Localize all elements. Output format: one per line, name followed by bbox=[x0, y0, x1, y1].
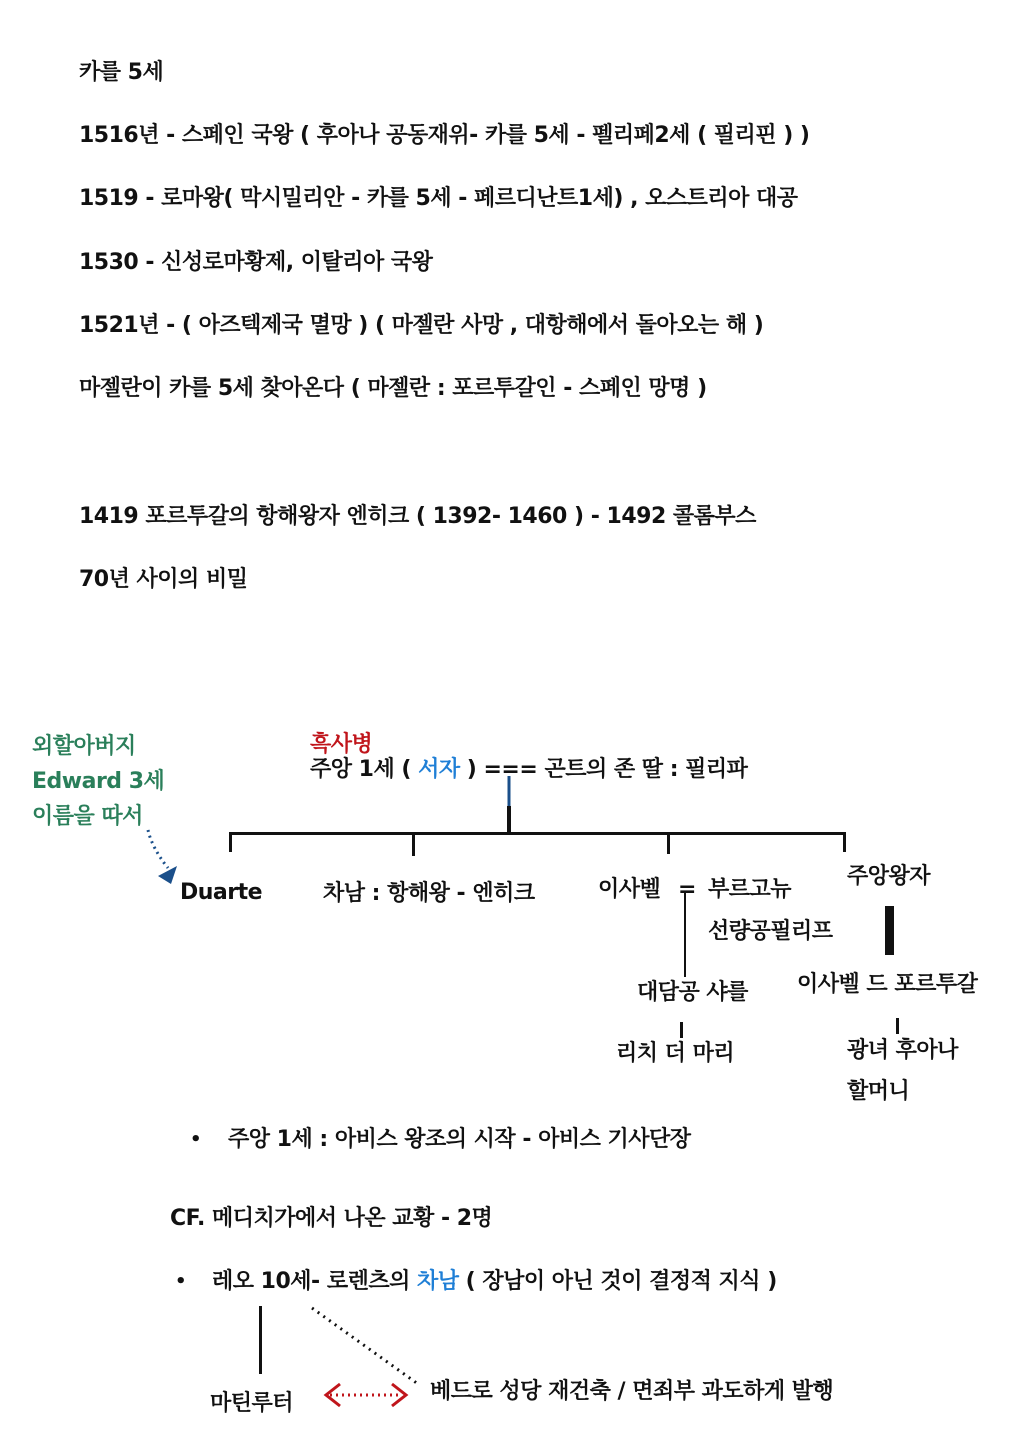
child-henrique: 차남 : 항해왕 - 엔히크 bbox=[323, 881, 535, 906]
note-line-1: 카를 5세 bbox=[79, 60, 164, 85]
item2-part-2: ( 장남이 아닌 것이 결정적 지식 ) bbox=[458, 1269, 777, 1294]
double-arrow-right-head bbox=[392, 1384, 406, 1406]
note-line-8: 70년 사이의 비밀 bbox=[79, 567, 248, 592]
great-grandchild-mary: 리치 더 마리 bbox=[616, 1041, 735, 1066]
root-part-1: 주앙 1세 ( bbox=[310, 757, 419, 782]
leo-to-peter-dotted-line bbox=[312, 1308, 418, 1384]
great-grandchild-joanna-line-1: 광녀 후아나 bbox=[847, 1038, 958, 1063]
cf-line: CF. 메디치가에서 나온 교황 - 2명 bbox=[170, 1206, 493, 1231]
annotation-line-2: Edward 3세 bbox=[32, 769, 165, 794]
note-line-7: 1419 포르투갈의 항해왕자 엔히크 ( 1392- 1460 ) - 1492 콜롬부스 bbox=[79, 504, 756, 529]
bullet-symbol-2: • bbox=[175, 1271, 187, 1292]
black-plague-label: 흑사병 bbox=[310, 732, 373, 757]
annotation-line-1: 외할아버지 bbox=[32, 734, 136, 759]
child-duarte: Duarte bbox=[180, 880, 263, 905]
note-line-2: 1516년 - 스페인 국왕 ( 후아나 공동재위- 카를 5세 - 펠리페2세 ( 필리핀 ) ) bbox=[79, 123, 810, 148]
grandchild-isabel-of-portugal: 이사벨 드 포르투갈 bbox=[797, 972, 978, 997]
spouse-burgundy-line-1: 부르고뉴 bbox=[708, 877, 792, 902]
martin-luther-label: 마틴루터 bbox=[210, 1391, 294, 1416]
item2-part-1: 레오 10세- 로렌츠의 bbox=[212, 1269, 417, 1294]
second-son-label: 차남 bbox=[417, 1269, 459, 1294]
spouse-burgundy-line-2: 선량공필리프 bbox=[708, 919, 833, 944]
root-concubine-label: 서자 bbox=[418, 757, 460, 782]
note-line-5: 1521년 - ( 아즈텍제국 멸망 ) ( 마젤란 사망 , 대항해에서 돌아오는 해 ) bbox=[79, 313, 764, 338]
great-grandchild-joanna-line-2: 할머니 bbox=[847, 1079, 910, 1104]
root-part-2: ) === 곤트의 존 딸 : 필리파 bbox=[459, 757, 748, 782]
annotation-arrow-line bbox=[148, 830, 168, 868]
note-line-6: 마젤란이 카를 5세 찾아온다 ( 마젤란 : 포르투갈인 - 스페인 망명 ) bbox=[79, 376, 707, 401]
child-prince-joao: 주앙왕자 bbox=[847, 864, 931, 889]
annotation-arrow-head bbox=[158, 866, 177, 884]
grandchild-charles-the-bold: 대담공 샤를 bbox=[637, 980, 748, 1005]
child-isabel: 이사벨 bbox=[598, 877, 661, 902]
marriage-equals-sign: = bbox=[678, 877, 696, 902]
peter-basilica-label: 베드로 성당 재건축 / 면죄부 과도하게 발행 bbox=[430, 1379, 834, 1404]
bullet-symbol-1: • bbox=[190, 1129, 202, 1150]
bullet-item-1: 주앙 1세 : 아비스 왕조의 시작 - 아비스 기사단장 bbox=[228, 1127, 691, 1152]
note-line-3: 1519 - 로마왕( 막시밀리안 - 카를 5세 - 페르디난트1세) , 오스트리아 대공 bbox=[79, 186, 798, 211]
annotation-line-3: 이름을 따서 bbox=[32, 804, 143, 829]
note-line-4: 1530 - 신성로마황제, 이탈리아 국왕 bbox=[79, 250, 433, 275]
